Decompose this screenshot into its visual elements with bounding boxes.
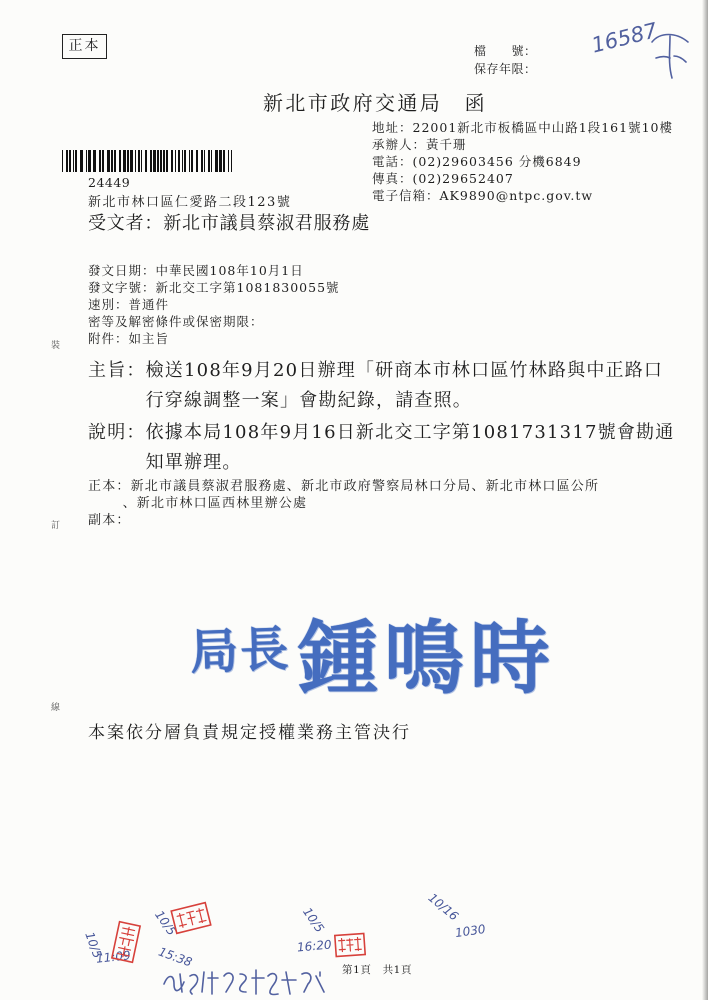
document-number-row [88,279,340,296]
phone-value: (02)29603456 分機6849 [412,154,582,169]
handwritten-time: 11:09 [95,948,132,966]
contact-block [372,119,673,204]
officer-value: 黃千珊 [426,137,467,152]
page-indicator: 第1頁 共1頁 [342,964,413,976]
barcode-bar [157,150,159,172]
seal-glyph-strokes [116,926,136,958]
barcode-bar [208,150,210,172]
recipient-row [88,209,370,235]
attachment-label: 附件： [88,331,129,346]
explanation-line: 依據本局108年9月16日新北交工字第1081731317號會勘通 [145,422,675,443]
retention-period-label: 保存年限： [474,62,537,76]
barcode-bar [163,150,165,172]
barcode-bar [175,150,176,172]
seal-glyph-strokes [177,908,207,928]
original-recipients-line: 新北市議員蔡淑君服務處、新北市政府警察局林口分局、新北市林口區公所 [130,479,600,494]
officer-label: 承辦人： [372,137,427,152]
fax-value: (02)29652407 [412,171,514,186]
explanation-line: 知單辦理。 [145,452,242,473]
address-row [372,119,673,136]
original-recipients-line: 、新北市林口區西林里辦公處 [122,496,308,511]
dispatch-date-value: 中華民國108年10月1日 [155,263,304,278]
officer-row [372,136,673,153]
barcode-bar [196,150,198,172]
attachment-value: 如主旨 [128,331,170,346]
email-value: AK9890@ntpc.gov.tw [439,188,594,203]
barcode-bar [223,150,225,172]
distribution-list [88,478,599,529]
barcode-bar [166,150,168,172]
seal-glyph-strokes [339,937,362,952]
barcode-bar [66,150,68,172]
barcode-bar [69,150,71,172]
dispatch-metadata [88,262,340,347]
barcode-bar [80,150,83,172]
document-title: 新北市政府交通局 函 [263,91,487,115]
signature-stamp-name: 鍾鳴時 [298,611,556,705]
barcode-bar [171,150,173,172]
barcode-bar [153,150,156,172]
original-recipients-label: 正本： [88,479,131,494]
document-number-label: 發文字號： [88,280,156,295]
barcode-bar [102,150,104,172]
handwritten-date: 10/5 [82,929,105,961]
explanation-text [146,418,675,478]
handwritten-stroke [652,35,688,79]
handwritten-time: 15:38 [156,944,194,970]
file-number-label: 檔 號： [474,44,537,58]
barcode-bar [145,150,147,172]
binding-mark: 線 [51,703,61,713]
handwritten-stroke [164,970,324,995]
email-row [372,187,673,204]
subject-line: 行穿線調整一案」會勘紀錄，請查照。 [145,390,473,411]
handwritten-file-number: 16587 [589,18,660,58]
fax-label: 傳真： [372,171,413,186]
delegation-note: 本案依分層負責規定授權業務主管決行 [88,723,411,743]
barcode-bar [150,150,152,172]
received-seal [333,932,367,958]
subject-text [146,356,664,416]
phone-row [372,153,673,170]
copy-recipients-label: 副本： [88,513,131,528]
barcode-bar [119,150,121,172]
classification-row [88,313,340,330]
recipient-label: 受文者： [88,213,164,234]
barcode-bar [231,150,232,172]
binding-mark: 訂 [51,521,61,531]
copy-recipients [88,512,599,529]
dispatch-date-label: 發文日期： [88,263,156,278]
recipient-value: 新北市議員蔡淑君服務處 [163,213,371,234]
barcode-bar [191,150,193,172]
address-value: 22001新北市板橋區中山路1段161號10樓 [412,120,673,135]
barcode-bar [182,150,183,172]
subject-label: 主旨： [88,360,146,381]
barcode-bar [86,150,87,172]
barcode-bar [107,150,110,172]
address-label: 地址： [372,120,413,135]
barcode-bar [75,150,77,172]
postal-code: 24449 [88,175,131,190]
barcode-bar [138,150,140,172]
original-recipients [88,478,599,512]
barcode-bar [204,150,205,172]
copy-type-label: 正本 [68,38,101,54]
fax-row [372,170,673,187]
original-recipients-text [122,478,600,512]
handwritten-note [160,962,340,998]
barcode-bar [114,150,116,172]
barcode-bar [88,150,91,172]
barcode-bar [201,150,203,172]
handwritten-date: 10/16 [425,890,462,924]
subject-line: 檢送108年9月20日辦理「研商本市林口區竹林路與中正路口 [145,360,664,381]
subject-section [88,356,663,416]
email-label: 電子信箱： [372,188,440,203]
barcode-bar [184,150,186,172]
explanation-section [88,418,674,478]
barcode [62,150,235,172]
barcode-bar [215,150,218,172]
handwritten-date: 10/5 [152,907,179,939]
document-number-value: 新北交工字第1081830055號 [155,280,340,295]
binding-mark: 裝 [51,341,61,351]
handwritten-time: 1030 [454,921,487,941]
handwritten-date: 10/5 [300,904,327,936]
received-seal [110,920,142,964]
barcode-bar [99,150,101,172]
handwritten-time: 16:20 [296,937,333,955]
barcode-bar [73,150,74,172]
classification-label: 密等及解密條件或保密期限： [88,314,264,329]
barcode-bar [62,150,63,172]
barcode-bar [178,150,180,172]
barcode-bar [189,150,190,172]
barcode-bar [123,150,126,172]
barcode-bar [135,150,136,172]
delivery-speed-label: 速別： [88,297,129,312]
explanation-label: 說明： [88,422,146,443]
phone-label: 電話： [372,154,413,169]
handwritten-mark [642,26,698,82]
barcode-bar [228,150,229,172]
barcode-bar [160,150,162,172]
barcode-bar [130,150,133,172]
copy-type-box [62,34,107,59]
barcode-bar [219,150,222,172]
recipient-address: 新北市林口區仁愛路二段123號 [88,195,292,210]
delivery-speed-row [88,296,340,313]
signature-stamp-title: 局長 [189,621,292,681]
barcode-bar [93,150,96,172]
barcode-bar [141,150,142,172]
dispatch-date-row [88,262,340,279]
scan-edge-shadow [702,0,708,1000]
delivery-speed-value: 普通件 [128,297,170,312]
barcode-bar [211,150,212,172]
barcode-bar [127,150,129,172]
barcode-bar [111,150,113,172]
received-seal [169,901,212,935]
attachment-row [88,330,340,347]
seal-border [112,922,140,963]
